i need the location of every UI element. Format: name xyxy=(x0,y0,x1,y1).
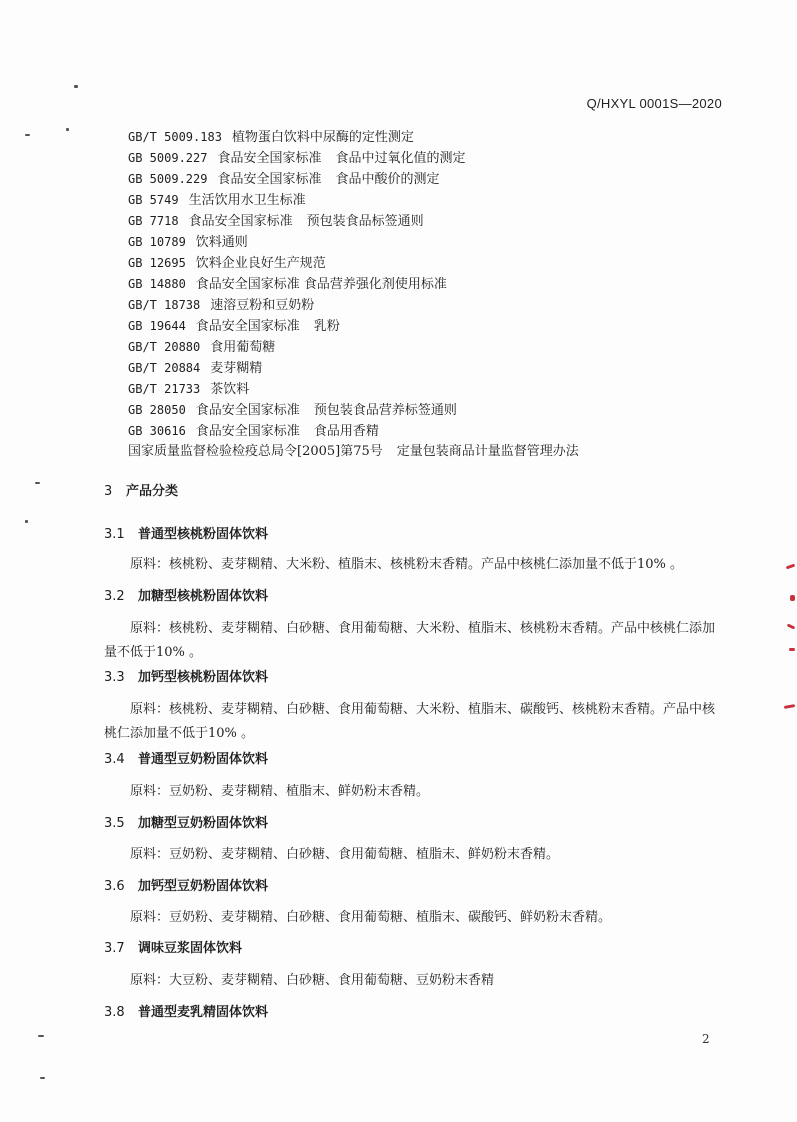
reference-code: GB 5749 xyxy=(128,193,179,207)
reference-code: GB 7718 xyxy=(128,214,179,228)
reference-item xyxy=(128,211,728,232)
red-edge-mark xyxy=(786,564,795,570)
reference-title: 茶饮料 xyxy=(210,382,250,397)
subsection-title: 调味豆浆固体饮料 xyxy=(138,941,243,956)
reference-title: 食品安全国家标准 xyxy=(195,319,300,334)
reference-subtitle: 乳粉 xyxy=(313,319,340,334)
reference-title: 速溶豆粉和豆奶粉 xyxy=(210,298,315,313)
subsection-number: 3.5 xyxy=(104,816,125,831)
section-title: 产品分类 xyxy=(126,484,179,499)
reference-title: 食品安全国家标准 食品营养强化剂使用标准 xyxy=(195,277,447,292)
reference-title: 饮料企业良好生产规范 xyxy=(195,256,326,271)
red-edge-mark xyxy=(789,648,795,651)
reference-code: GB 5009.227 xyxy=(128,151,208,165)
scan-speck xyxy=(66,128,69,131)
subsection-text: 原料：核桃粉、麦芽糊精、大米粉、植脂末、核桃粉末香精。产品中核桃仁添加量不低于10% 。 xyxy=(130,557,684,572)
subsection-heading xyxy=(104,587,268,607)
reference-item xyxy=(128,169,728,190)
reference-subtitle: 食品中过氧化值的测定 xyxy=(335,151,466,166)
subsection-title: 普通型麦乳精固体饮料 xyxy=(138,1005,269,1020)
document-id: Q/HXYL 0001S—2020 xyxy=(586,96,722,111)
subsection-number: 3.8 xyxy=(104,1005,125,1020)
subsection-number: 3.4 xyxy=(104,752,125,767)
subsection-heading xyxy=(104,877,268,897)
reference-subtitle: 预包装食品营养标签通则 xyxy=(313,403,457,418)
reference-title: 食品安全国家标准 xyxy=(188,214,293,229)
reference-title: 食品安全国家标准 xyxy=(217,151,322,166)
reference-item xyxy=(128,148,728,169)
section-number: 3 xyxy=(104,484,113,499)
subsection-title: 加糖型核桃粉固体饮料 xyxy=(138,589,269,604)
subsection-heading xyxy=(104,939,242,959)
subsection-number: 3.7 xyxy=(104,941,125,956)
reference-subtitle: 食品用香精 xyxy=(313,424,379,439)
subsection-heading xyxy=(104,814,268,834)
decree-name: 定量包装商品计量监督管理办法 xyxy=(396,444,579,459)
reference-title: 食用葡萄糖 xyxy=(210,340,276,355)
reference-code: GB/T 18738 xyxy=(128,298,201,312)
red-edge-mark xyxy=(790,595,795,601)
reference-code: GB 28050 xyxy=(128,403,186,417)
scan-speck xyxy=(40,1077,45,1079)
subsection-number: 3.3 xyxy=(104,670,125,685)
reference-item xyxy=(128,358,728,379)
reference-title: 食品安全国家标准 xyxy=(217,172,322,187)
reference-title: 生活饮用水卫生标准 xyxy=(188,193,306,208)
subsection-heading xyxy=(104,668,268,688)
reference-code: GB/T 20880 xyxy=(128,340,201,354)
decree-reference xyxy=(128,441,579,462)
reference-subtitle: 预包装食品标签通则 xyxy=(306,214,424,229)
subsection-number: 3.2 xyxy=(104,589,125,604)
reference-item xyxy=(128,127,728,148)
subsection-title: 加钙型豆奶粉固体饮料 xyxy=(138,879,269,894)
section-heading xyxy=(104,482,178,502)
reference-code: GB/T 21733 xyxy=(128,382,201,396)
subsection-text: 原料：豆奶粉、麦芽糊精、白砂糖、食用葡萄糖、植脂末、碳酸钙、鲜奶粉末香精。 xyxy=(130,910,612,925)
red-edge-mark xyxy=(787,623,796,629)
reference-item xyxy=(128,253,728,274)
subsection-text: 原料：大豆粉、麦芽糊精、白砂糖、食用葡萄糖、豆奶粉末香精 xyxy=(130,973,495,988)
reference-item xyxy=(128,337,728,358)
reference-item xyxy=(128,274,728,295)
subsection-heading xyxy=(104,1003,268,1023)
reference-item xyxy=(128,295,728,316)
subsection-text: 原料：核桃粉、麦芽糊精、白砂糖、食用葡萄糖、大米粉、植脂末、碳酸钙、核桃粉末香精。产品中核桃仁添加量不低于10% 。 xyxy=(104,702,716,741)
reference-item xyxy=(128,190,728,211)
reference-code: GB 30616 xyxy=(128,424,186,438)
subsection-text: 原料：核桃粉、麦芽糊精、白砂糖、食用葡萄糖、大米粉、植脂末、核桃粉末香精。产品中核桃仁添加量不低于10% 。 xyxy=(104,621,716,660)
subsection-title: 普通型豆奶粉固体饮料 xyxy=(138,752,269,767)
scan-speck xyxy=(25,520,28,523)
subsection-number: 3.1 xyxy=(104,527,125,542)
reference-title: 植物蛋白饮料中尿酶的定性测定 xyxy=(231,130,414,145)
reference-code: GB 12695 xyxy=(128,256,186,270)
reference-code: GB 5009.229 xyxy=(128,172,208,186)
reference-item xyxy=(128,421,728,442)
reference-item xyxy=(128,232,728,253)
subsection-title: 加钙型核桃粉固体饮料 xyxy=(138,670,269,685)
reference-item xyxy=(128,316,728,337)
scan-speck xyxy=(38,1035,44,1037)
reference-title: 食品安全国家标准 xyxy=(195,424,300,439)
red-edge-mark xyxy=(784,704,795,709)
reference-list xyxy=(128,127,728,442)
page-number: 2 xyxy=(702,1032,710,1046)
scan-speck xyxy=(74,85,78,88)
reference-item xyxy=(128,400,728,421)
decree-title: 国家质量监督检验检疫总局令[2005]第75号 xyxy=(128,444,383,459)
reference-code: GB/T 20884 xyxy=(128,361,201,375)
reference-code: GB/T 5009.183 xyxy=(128,130,222,144)
scan-speck xyxy=(25,134,30,136)
reference-code: GB 19644 xyxy=(128,319,186,333)
reference-item xyxy=(128,379,728,400)
reference-title: 食品安全国家标准 xyxy=(195,403,300,418)
subsection-text: 原料：豆奶粉、麦芽糊精、白砂糖、食用葡萄糖、植脂末、鲜奶粉末香精。 xyxy=(130,847,560,862)
subsection-title: 普通型核桃粉固体饮料 xyxy=(138,527,269,542)
subsection-number: 3.6 xyxy=(104,879,125,894)
reference-title: 饮料通则 xyxy=(195,235,248,250)
reference-title: 麦芽糊精 xyxy=(210,361,263,376)
subsection-text: 原料：豆奶粉、麦芽糊精、植脂末、鲜奶粉末香精。 xyxy=(130,784,430,799)
reference-code: GB 14880 xyxy=(128,277,186,291)
reference-code: GB 10789 xyxy=(128,235,186,249)
subsection-heading xyxy=(104,525,268,545)
reference-subtitle: 食品中酸价的测定 xyxy=(335,172,440,187)
scan-speck xyxy=(35,482,40,484)
subsection-title: 加糖型豆奶粉固体饮料 xyxy=(138,816,269,831)
subsection-heading xyxy=(104,750,268,770)
